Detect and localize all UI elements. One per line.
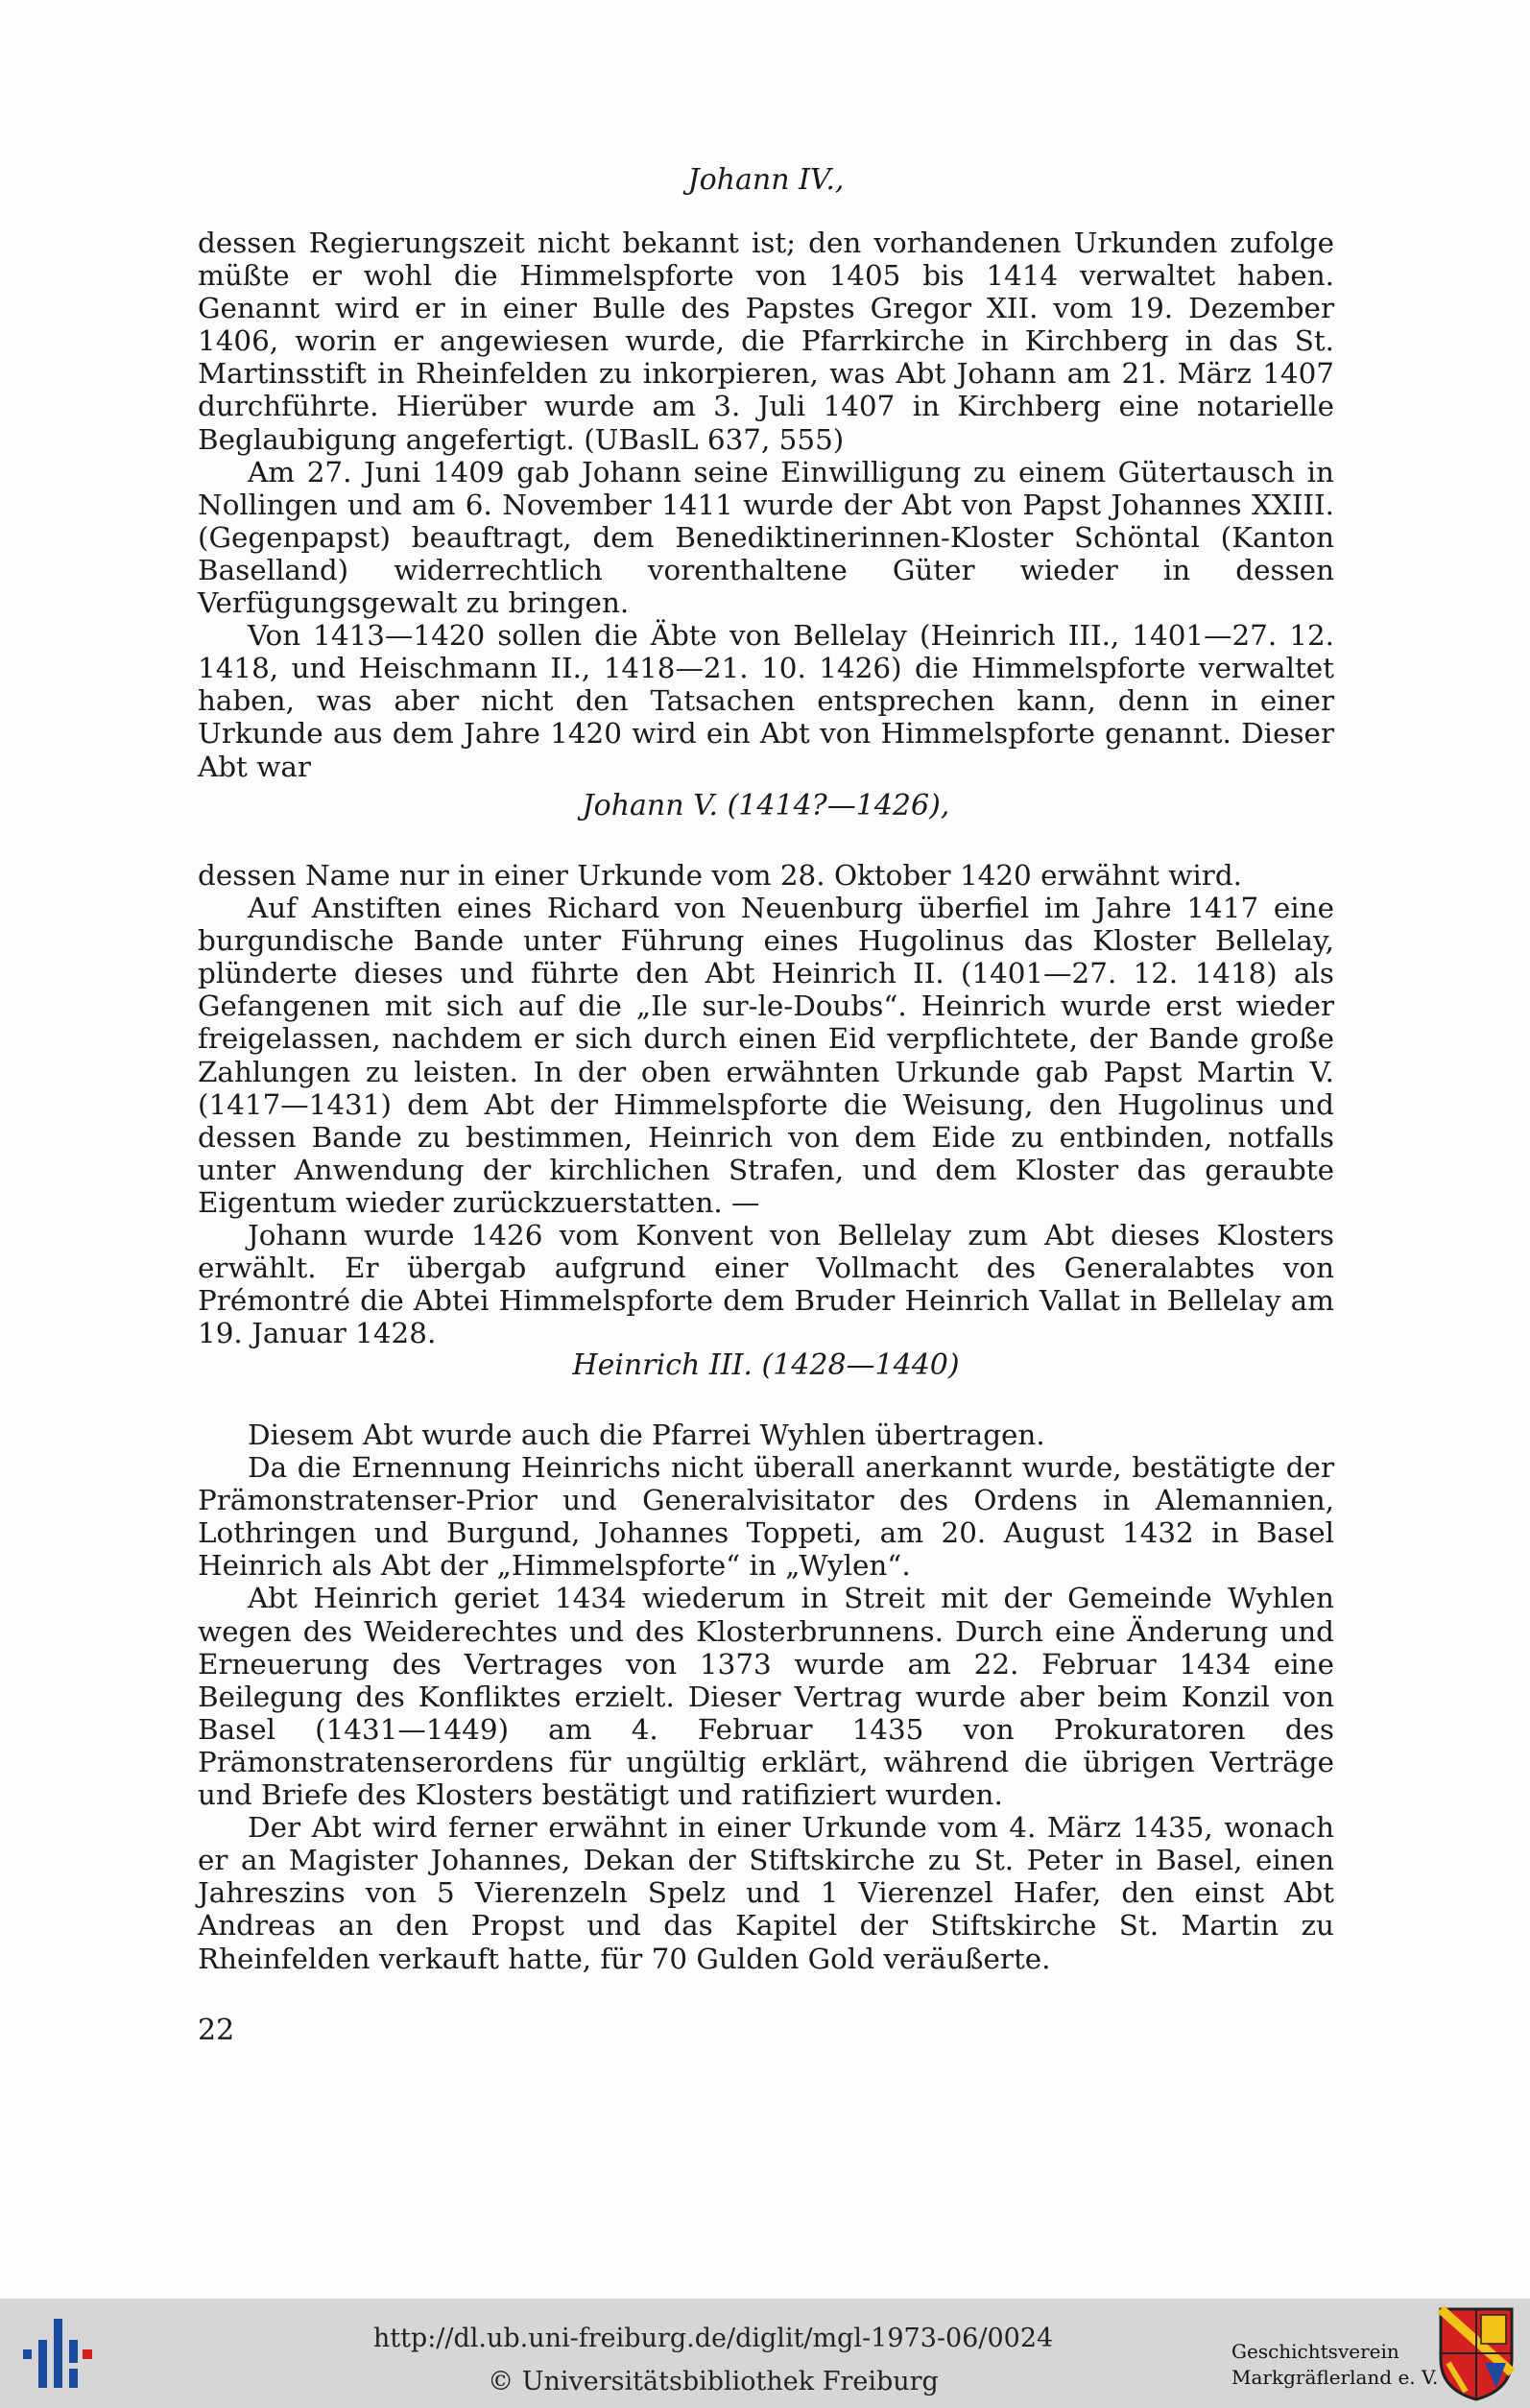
section-body-heinrich-iii: [198, 1419, 1334, 1975]
footer-url-link[interactable]: http://dl.ub.uni-freiburg.de/diglit/mgl-1973-06/0024: [372, 2324, 1054, 2353]
paragraph: Der Abt wird ferner erwähnt in einer Urkunde vom 4. März 1435, wonach er an Magister Johannes, Dekan der Stiftskirche zu St. Peter in Basel, einen Jahreszins von 5 Vierenzeln Spelz und 1 Vierenzel Hafer, den einst Abt Andreas an den Propst und das Kapitel der Stiftskirche St. Martin zu Rheinfelden verkauft hatte, für 70 Gulden Gold veräußerte.: [198, 1811, 1334, 1975]
footer-copyright: © Universitätsbibliothek Freiburg: [488, 2367, 939, 2396]
paragraph: Abt Heinrich geriet 1434 wiederum in Streit mit der Gemeinde Wyhlen wegen des Weiderechtes und des Klosterbrunnens. Durch eine Änderung und Erneuerung des Vertrages von 1373 wurde am 22. Februar 1434 eine Beilegung des Konfliktes erzielt. Dieser Vertrag wurde aber beim Konzil von Basel (1431—1449) am 4. Februar 1435 von Prokuratoren des Prämonstratenserordens für ungültig erklärt, während die übrigen Verträge und Briefe des Klosters bestätigt und ratifiziert wurden.: [198, 1582, 1334, 1812]
page-number: 22: [198, 2014, 235, 2047]
paragraph: dessen Regierungszeit nicht bekannt ist; den vorhandenen Urkunden zufolge müßte er wohl die Himmelspforte von 1405 bis 1414 verwaltet haben. Genannt wird er in einer Bulle des Papstes Gregor XII. vom 19. Dezember 1406, worin er angewiesen wurde, die Pfarrkirche in Kirchberg in das St. Martinsstift in Rheinfelden zu inkorpieren, was Abt Johann am 21. März 1407 durchführte. Hierüber wurde am 3. Juli 1407 in Kirchberg eine notarielle Beglaubigung angefertigt. (UBaslL 637, 555): [198, 226, 1334, 456]
society-name-line1: Geschichtsverein: [1231, 2340, 1399, 2363]
section-heading-johann-v: Johann V. (1414?—1426),: [582, 789, 950, 823]
paragraph: Auf Anstiften eines Richard von Neuenburg überfiel im Jahre 1417 eine burgundische Bande unter Führung eines Hugolinus das Kloster Bellelay, plünderte dieses und führte den Abt Heinrich II. (1401—27. 12. 1418) als Gefangenen mit sich auf die „Ile sur-le-Doubs“. Heinrich wurde erst wieder freigelassen, nachdem er sich durch einen Eid verpflichtete, der Bande große Zahlungen zu leisten. In der oben erwähnten Urkunde gab Papst Martin V. (1417—1431) dem Abt der Himmelspforte die Weisung, den Hugolinus und dessen Bande zu bestimmen, Heinrich von dem Eide zu entbinden, notfalls unter Anwendung der kirchlichen Strafen, und dem Kloster das geraubte Eigentum wieder zurückzuerstatten. —: [198, 892, 1334, 1219]
society-name: [1231, 2339, 1438, 2391]
section-heading-johann-iv: Johann IV.,: [687, 163, 845, 197]
paragraph: Diesem Abt wurde auch die Pfarrei Wyhlen übertragen.: [248, 1419, 1045, 1451]
paragraph: Johann wurde 1426 vom Konvent von Bellelay zum Abt dieses Klosters erwählt. Er übergab aufgrund einer Vollmacht des Generalabtes von Prémontré die Abtei Himmelspforte dem Bruder Heinrich Vallat in Bellelay am 19. Januar 1428.: [198, 1219, 1334, 1350]
paragraph: Von 1413—1420 sollen die Äbte von Bellelay (Heinrich III., 1401—27. 12. 1418, und Heischmann II., 1418—21. 10. 1426) die Himmelspforte verwaltet haben, was aber nicht den Tatsachen entsprechen kann, denn in einer Urkunde aus dem Jahre 1420 wird ein Abt von Himmelspforte genannt. Dieser Abt war: [198, 619, 1334, 783]
section-heading-heinrich-iii: Heinrich III. (1428—1440): [572, 1348, 960, 1382]
section-body-johann-iv: [198, 226, 1334, 783]
paragraph: Am 27. Juni 1409 gab Johann seine Einwilligung zu einem Gütertausch in Nollingen und am 6. November 1411 wurde der Abt von Papst Johannes XXIII. (Gegenpapst) beauftragt, dem Benediktinerinnen-Kloster Schöntal (Kanton Baselland) widerrechtlich vorenthaltene Güter wieder in dessen Verfügungsgewalt zu bringen.: [198, 455, 1334, 620]
paragraph: Da die Ernennung Heinrichs nicht überall anerkannt wurde, bestätigte der Prämonstratenser-Prior und Generalvisitator des Ordens in Alemannien, Lothringen und Burgund, Johannes Toppeti, am 20. August 1432 in Basel Heinrich als Abt der „Himmelspforte“ in „Wylen“.: [198, 1451, 1334, 1583]
paragraph: dessen Name nur in einer Urkunde vom 28. Oktober 1420 erwähnt wird.: [198, 859, 1242, 892]
section-body-johann-v: [198, 859, 1334, 1349]
coat-of-arms-icon: [1437, 2305, 1516, 2401]
society-name-line2: Markgräflerland e. V.: [1231, 2366, 1439, 2389]
